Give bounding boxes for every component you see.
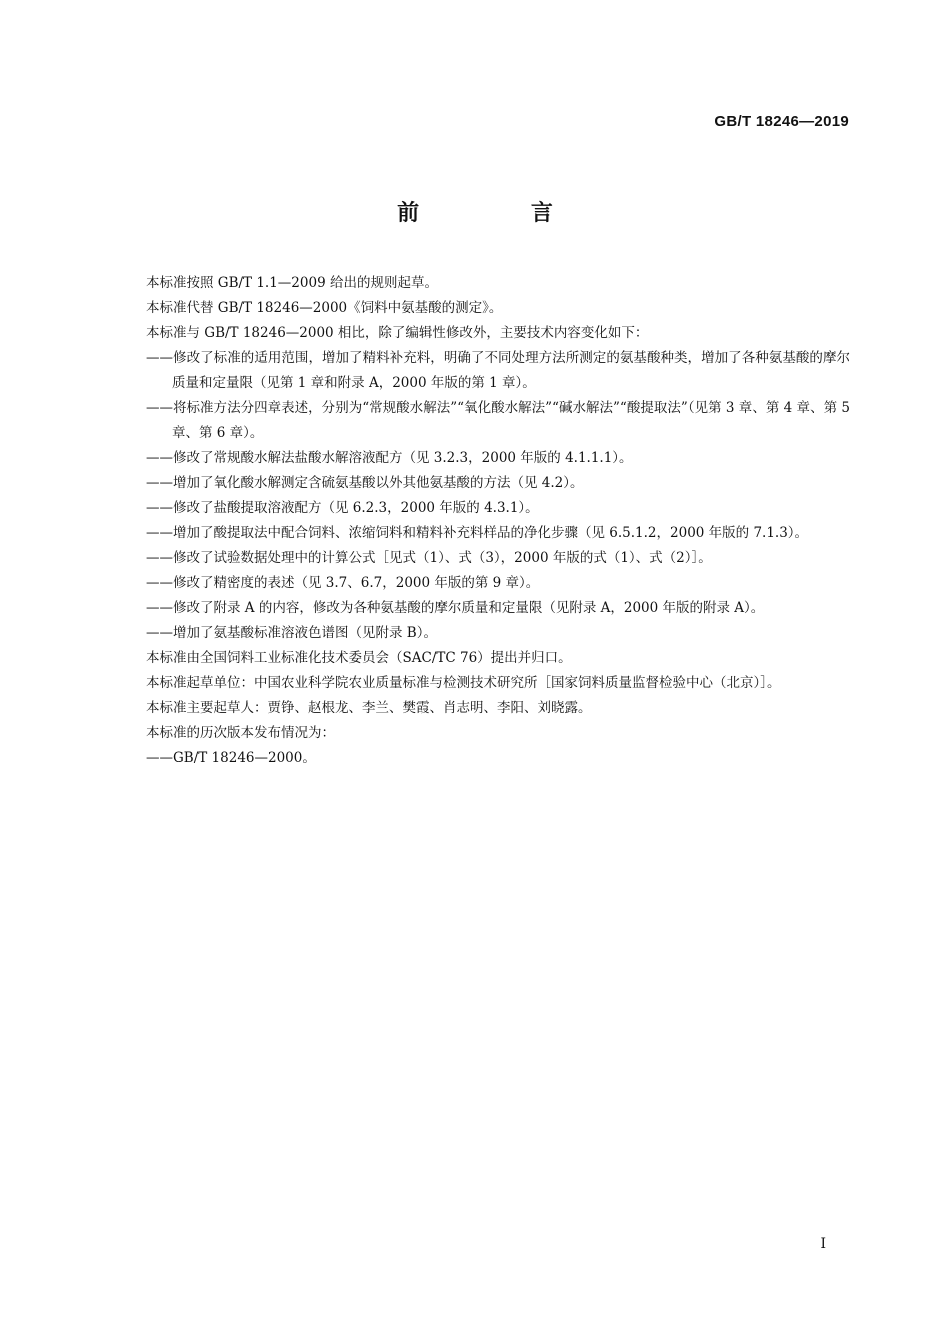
change-item: ——修改了附录 A 的内容，修改为各种氨基酸的摩尔质量和定量限（见附录 A，2000 年版的附录 A）。: [146, 600, 765, 616]
page-title: 前 言: [397, 201, 605, 226]
page-number: I: [820, 1236, 826, 1252]
change-item: ——修改了标准的适用范围，增加了精料补充料，明确了不同处理方法所测定的氨基酸种类，增加了各种氨基酸的摩尔质量和定量限（见第 1 章和附录 A，2000 年版的第 1 章）。: [146, 350, 850, 391]
paragraph-changes-intro: 本标准与 GB/T 18246—2000 相比，除了编辑性修改外，主要技术内容变化如下：: [146, 325, 649, 341]
document-body: [114, 271, 850, 771]
change-item: ——将标准方法分四章表述，分别为“常规酸水解法”“氧化酸水解法”“碱水解法”“酸提取法”（见第 3 章、第 4 章、第 5 章、第 6 章）。: [146, 400, 850, 441]
change-item: ——修改了常规酸水解法盐酸水解溶液配方（见 3.2.3，2000 年版的 4.1.1.1）。: [146, 450, 633, 466]
change-item: ——修改了精密度的表述（见 3.7、6.7，2000 年版的第 9 章）。: [146, 575, 540, 591]
change-item: ——修改了盐酸提取溶液配方（见 6.2.3，2000 年版的 4.3.1）。: [146, 500, 539, 516]
paragraph-proposer: 本标准由全国饲料工业标准化技术委员会（SAC/TC 76）提出并归口。: [146, 650, 572, 666]
history-item: ——GB/T 18246—2000。: [146, 750, 316, 766]
standard-code: GB/T 18246—2019: [714, 113, 849, 130]
paragraph-history-intro: 本标准的历次版本发布情况为：: [146, 725, 335, 741]
paragraph-drafting-rules: 本标准按照 GB/T 1.1—2009 给出的规则起草。: [146, 275, 438, 291]
change-item: ——修改了试验数据处理中的计算公式［见式（1）、式（3），2000 年版的式（1）、式（2）］。: [146, 550, 712, 566]
change-item: ——增加了酸提取法中配合饲料、浓缩饲料和精料补充料样品的净化步骤（见 6.5.1.2，2000 年版的 7.1.3）。: [146, 525, 809, 541]
paragraph-drafters: 本标准主要起草人：贾铮、赵根龙、李兰、樊霞、肖志明、李阳、刘晓露。: [146, 700, 592, 716]
change-item: ——增加了氨基酸标准溶液色谱图（见附录 B）。: [146, 625, 437, 641]
change-item: ——增加了氧化酸水解测定含硫氨基酸以外其他氨基酸的方法（见 4.2）。: [146, 475, 584, 491]
paragraph-drafting-unit: 本标准起草单位：中国农业科学院农业质量标准与检测技术研究所［国家饲料质量监督检验中心（北京）］。: [146, 675, 781, 691]
paragraph-replaces: 本标准代替 GB/T 18246—2000《饲料中氨基酸的测定》。: [146, 300, 503, 316]
